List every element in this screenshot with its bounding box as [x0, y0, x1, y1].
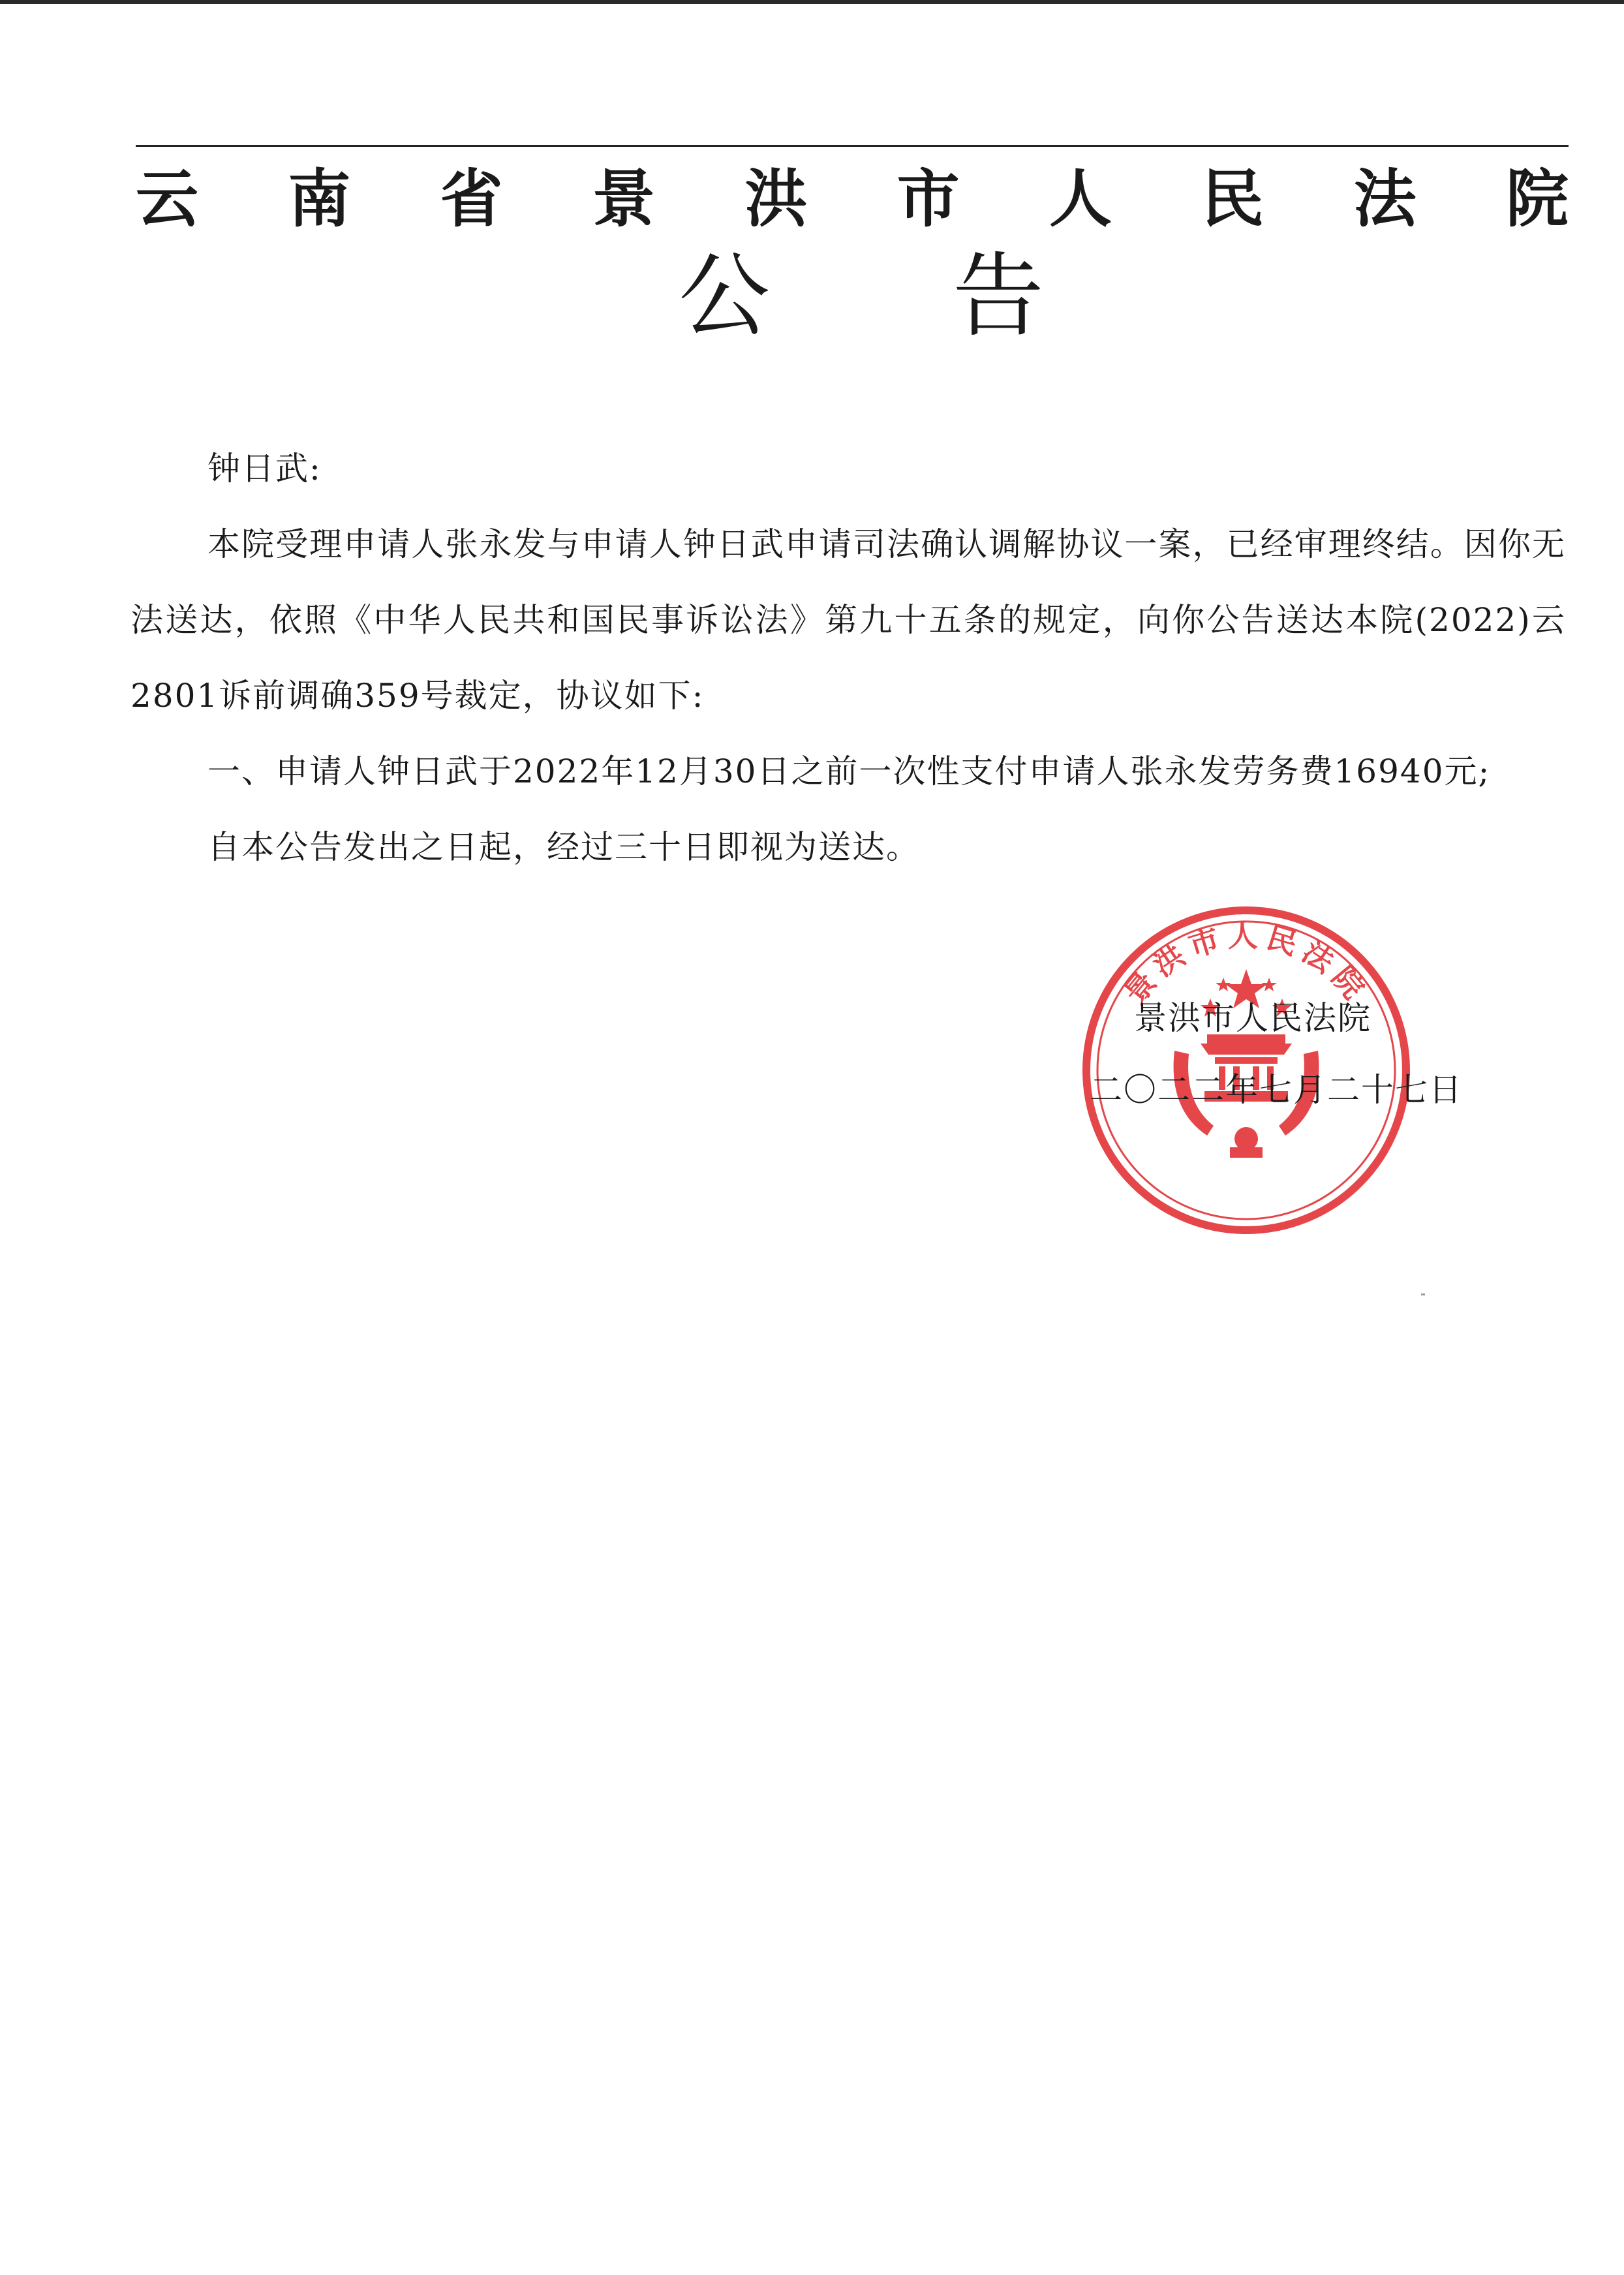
court-name-char: 市 — [896, 162, 960, 236]
court-name-char: 云 — [136, 162, 198, 236]
court-name-char: 省 — [440, 162, 503, 236]
notice-paragraph: 自本公告发出之日起，经过三十日即视为送达。 — [207, 828, 920, 866]
court-name-char: 景 — [592, 162, 655, 236]
court-name-heading — [136, 157, 1569, 241]
scan-top-edge — [0, 0, 1624, 4]
court-name-char: 洪 — [744, 162, 808, 236]
addressee: 钟日武: — [207, 450, 322, 488]
court-name-char: 民 — [1201, 162, 1264, 236]
document-title — [679, 241, 1044, 352]
signing-court: 景洪市人民法院 — [1134, 999, 1371, 1037]
court-name-char: 法 — [1353, 162, 1417, 236]
signature-block — [1090, 982, 1507, 1126]
title-char: 公 — [679, 243, 771, 350]
notice-paragraph: 一、申请人钟日武于2022年12月30日之前一次性支付申请人张永发劳务费16940元; — [207, 752, 1491, 790]
seal-arc-textpath: 景洪市人民法院 — [1116, 918, 1376, 1011]
court-name-char: 人 — [1049, 162, 1112, 236]
scan-speck — [1421, 1293, 1425, 1295]
notice-paragraph: 本院受理申请人张永发与申请人钟日武申请司法确认调解协议一案，已经审理终结。因你无法送达，依照《中华人民共和国民事诉讼法》第九十五条的规定，向你公告送达本院(2022)云2801诉前调确359号裁定，协议如下: — [130, 525, 1566, 715]
title-char: 告 — [952, 243, 1044, 350]
notice-body — [130, 431, 1566, 885]
court-name-char: 院 — [1505, 162, 1569, 236]
header-rule — [136, 145, 1569, 147]
court-name-char: 南 — [288, 162, 351, 236]
signing-date: 二〇二二年七月二十七日 — [1090, 1071, 1463, 1109]
